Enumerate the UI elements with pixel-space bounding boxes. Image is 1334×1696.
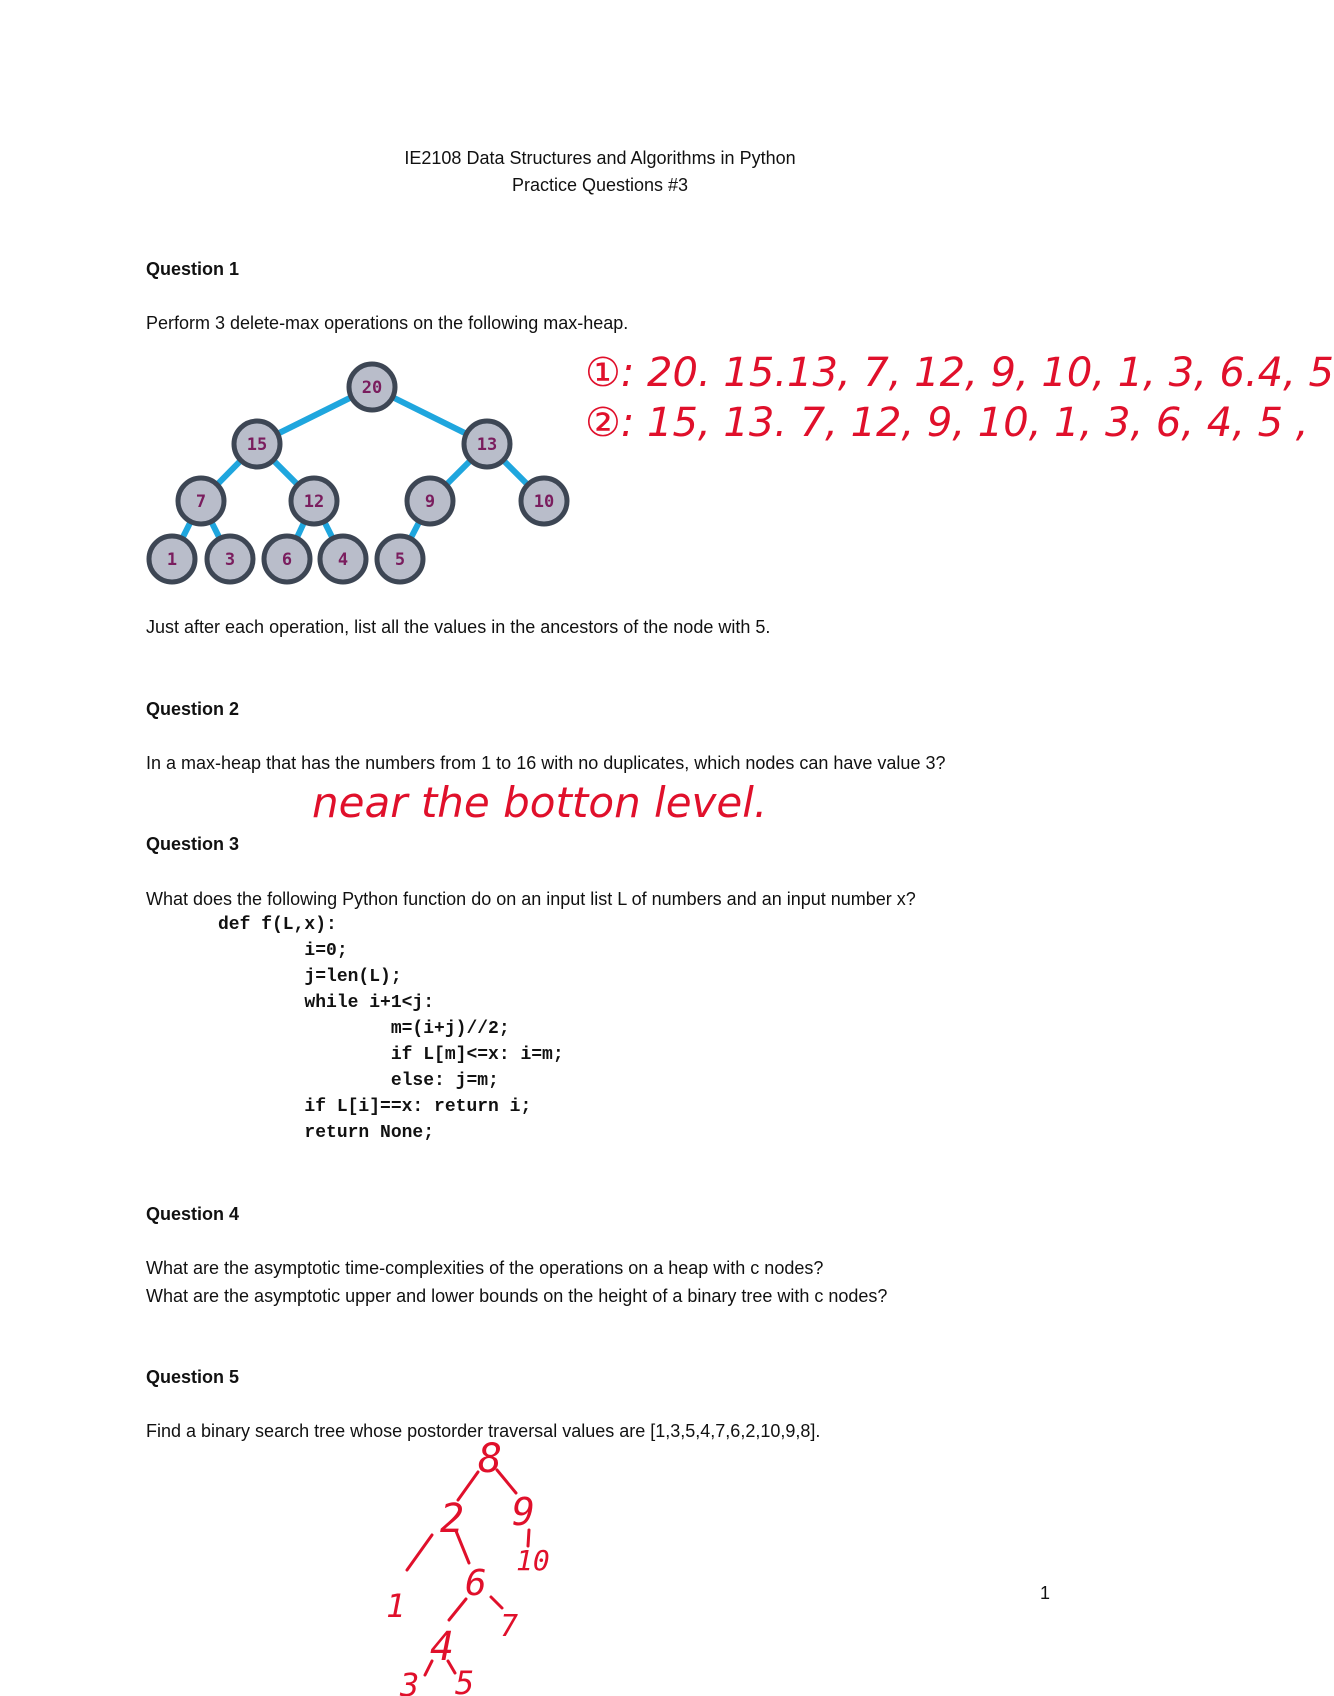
sketch-node: 10 [516, 1544, 550, 1577]
sketch-node: 5 [455, 1664, 475, 1696]
sketch-node: 9 [512, 1490, 535, 1534]
code-line: m=(i+j)//2; [218, 1019, 510, 1039]
heap-node-label: 9 [424, 492, 436, 512]
code-block [218, 914, 564, 1144]
question-5-prompt: Find a binary search tree whose postorder traversal values are [1,3,5,4,7,6,2,10,9,8]. [146, 1421, 821, 1441]
heap-node-label: 6 [281, 550, 293, 570]
handwritten-answer-1: ①: 20. 15.13, 7, 12, 9, 10, 1, 3, 6.4, 5 [585, 350, 1334, 396]
heap-node [407, 478, 453, 524]
question-3-prompt: What does the following Python function do on an input list L of numbers and an input number x? [146, 889, 916, 909]
heap-node [264, 536, 310, 582]
question-2-prompt: In a max-heap that has the numbers from 1 to 16 with no duplicates, which nodes can have value 3? [146, 753, 946, 773]
code-line: if L[m]<=x: i=m; [218, 1045, 564, 1065]
handwritten-answer-q2: near the botton level. [312, 778, 768, 827]
sketch-node: 4 [430, 1624, 455, 1670]
code-line: while i+1<j: [218, 993, 435, 1013]
heap-node [320, 536, 366, 582]
document-title: IE2108 Data Structures and Algorithms in Python [404, 148, 796, 168]
question-4-heading: Question 4 [146, 1204, 240, 1224]
heap-node [207, 536, 253, 582]
document-subtitle: Practice Questions #3 [511, 175, 689, 195]
heap-node-label: 12 [303, 492, 325, 512]
heap-node [377, 536, 423, 582]
heap-node [291, 478, 337, 524]
heap-node-label: 15 [246, 435, 268, 455]
heap-node [349, 364, 395, 410]
code-line: def f(L,x): [218, 915, 337, 935]
sketch-edge-6-4 [449, 1599, 466, 1620]
code-line: j=len(L); [218, 967, 402, 987]
page-number: 1 [1040, 1583, 1051, 1603]
sketch-node: 1 [386, 1587, 406, 1625]
question-1-heading: Question 1 [146, 259, 240, 279]
heap-edges [172, 387, 544, 559]
question-1-prompt: Perform 3 delete-max operations on the following max-heap. [146, 313, 629, 333]
heap-node-label: 4 [337, 550, 349, 570]
heap-node [234, 421, 280, 467]
sketch-node: 8 [478, 1436, 503, 1482]
code-line: else: j=m; [218, 1071, 499, 1091]
heap-node-label: 20 [361, 378, 383, 398]
handwritten-bst-sketch [360, 1436, 580, 1696]
question-5-heading: Question 5 [146, 1367, 240, 1387]
sketch-node: 2 [440, 1496, 465, 1542]
question-4-line-2: What are the asymptotic upper and lower bounds on the height of a binary tree with c nodes? [146, 1286, 888, 1306]
max-heap-diagram [140, 362, 580, 592]
heap-node-label: 5 [394, 550, 406, 570]
question-3-heading: Question 3 [146, 834, 240, 854]
heap-node [521, 478, 567, 524]
heap-node-label: 10 [533, 492, 555, 512]
handwritten-answer-2: ②: 15, 13. 7, 12, 9, 10, 1, 3, 6, 4, 5 , [585, 400, 1309, 446]
question-1-followup: Just after each operation, list all the values in the ancestors of the node with 5. [146, 617, 771, 637]
heap-node-label: 13 [476, 435, 498, 455]
code-line: if L[i]==x: return i; [218, 1097, 532, 1117]
question-4-line-1: What are the asymptotic time-complexities of the operations on a heap with c nodes? [146, 1258, 824, 1278]
sketch-node: 7 [500, 1609, 519, 1644]
question-2-heading: Question 2 [146, 699, 240, 719]
heap-node-label: 3 [224, 550, 236, 570]
heap-node [149, 536, 195, 582]
heap-node [464, 421, 510, 467]
sketch-node: 6 [465, 1563, 487, 1604]
heap-node-label: 1 [166, 550, 178, 570]
heap-node-label: 7 [195, 492, 207, 512]
code-line: i=0; [218, 941, 348, 961]
sketch-node: 3 [400, 1666, 420, 1696]
sketch-edge-6-7 [491, 1597, 502, 1608]
heap-node [178, 478, 224, 524]
code-line: return None; [218, 1123, 435, 1143]
sketch-edge-2-1 [407, 1535, 432, 1570]
